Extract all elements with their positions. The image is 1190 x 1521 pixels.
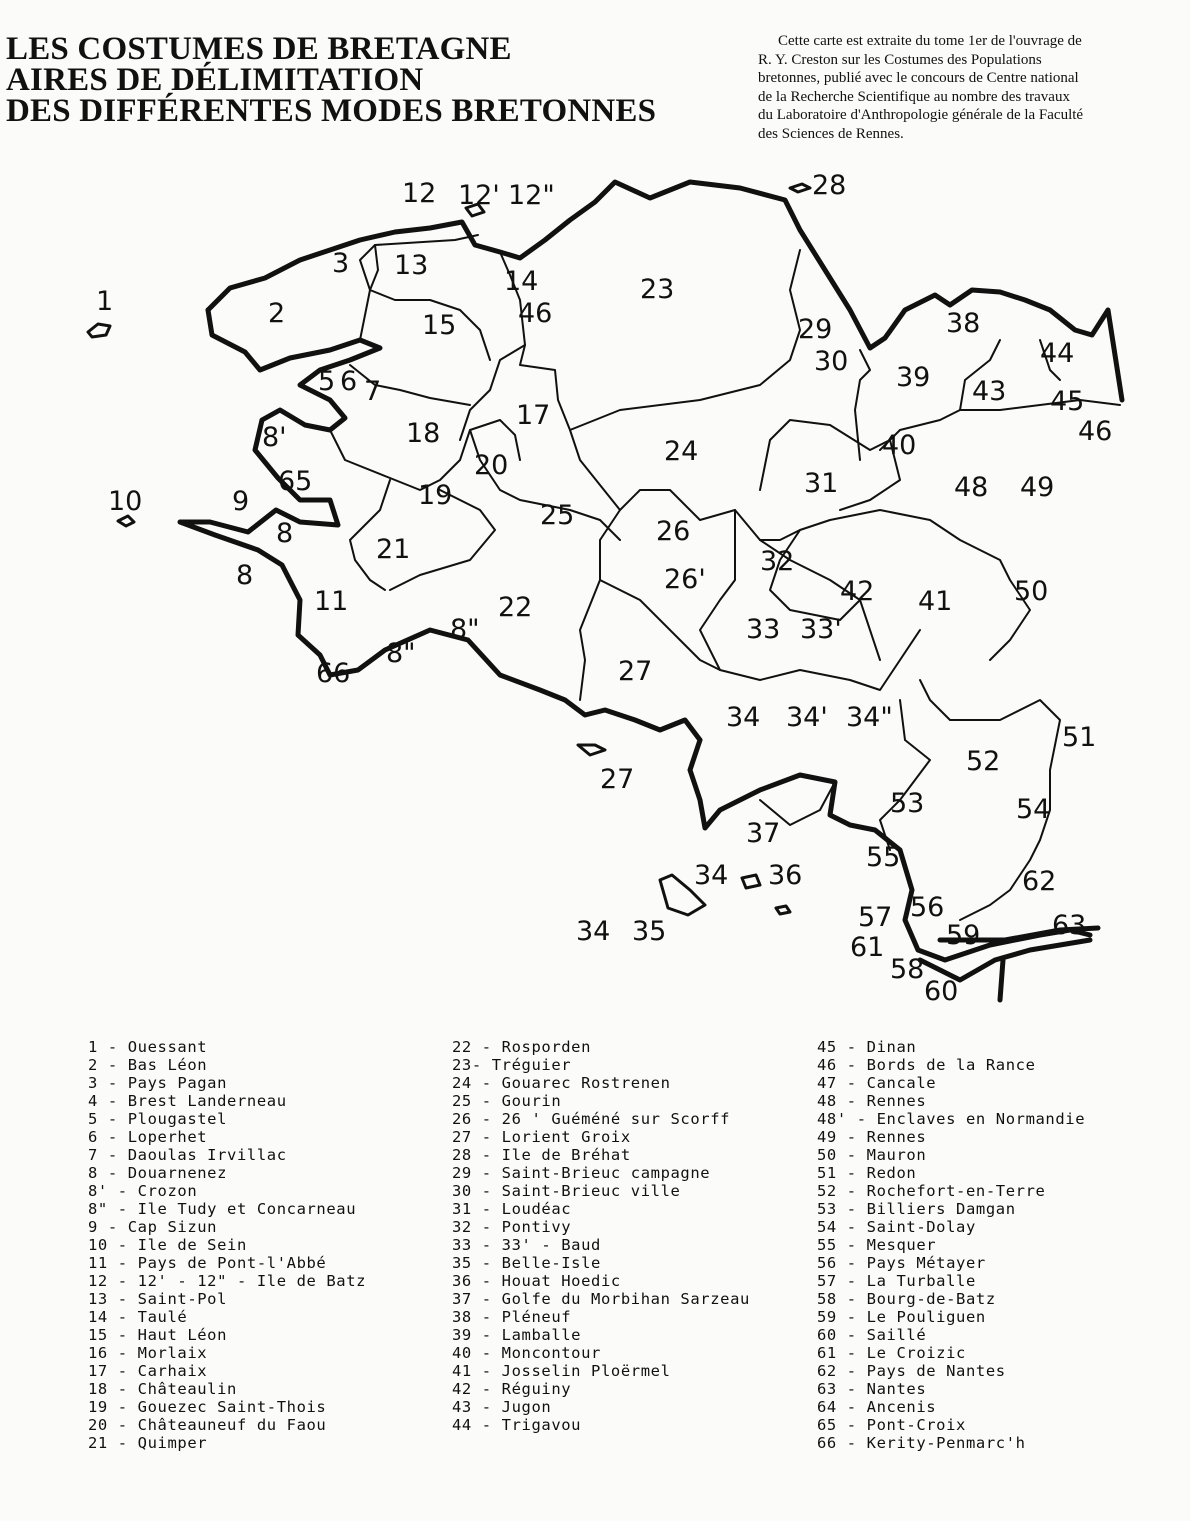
area-label: 39 <box>896 362 931 393</box>
legend-item: 39 - Lamballe <box>452 1326 582 1344</box>
legend-item: 43 - Jugon <box>452 1398 552 1416</box>
note-line: du Laboratoire d'Anthropologie générale de la Faculté <box>758 107 1084 123</box>
area-label: 45 <box>1050 386 1085 417</box>
legend-item: 52 - Rochefort-en-Terre <box>817 1182 1046 1200</box>
border <box>700 510 920 690</box>
area-label: 61 <box>850 932 885 963</box>
legend-item: 35 - Belle-Isle <box>452 1254 601 1272</box>
area-label: 19 <box>418 480 453 511</box>
area-label: 27 <box>600 764 635 795</box>
area-label: 24 <box>664 436 699 467</box>
island <box>88 324 110 337</box>
legend-item: 42 - Réguiny <box>452 1380 572 1398</box>
area-label: 48 <box>954 472 989 503</box>
note-line: R. Y. Creston sur les Costumes des Populations <box>758 51 1042 68</box>
area-label: 34 <box>576 916 611 947</box>
legend-item: 23- Tréguier <box>452 1056 572 1074</box>
area-label: 63 <box>1052 910 1087 941</box>
area-label: 21 <box>376 534 411 565</box>
area-label: 9 <box>232 486 250 517</box>
area-label: 46 <box>1078 416 1113 447</box>
area-label: 25 <box>540 500 575 531</box>
area-label: 3 <box>332 248 350 279</box>
area-label: 27 <box>618 656 653 687</box>
area-label: 8 <box>276 518 294 549</box>
area-label: 54 <box>1016 794 1051 825</box>
area-label: 18 <box>406 418 441 449</box>
legend-item: 8" - Ile Tudy et Concarneau <box>88 1200 357 1218</box>
legend-item: 55 - Mesquer <box>817 1236 937 1254</box>
note-line: Cette carte est extraite du tome 1er de l'ouvrage de <box>778 33 1082 49</box>
area-label: 42 <box>840 576 875 607</box>
area-label: 46 <box>518 298 553 329</box>
border <box>855 350 870 460</box>
legend-item: 41 - Josselin Ploërmel <box>452 1362 671 1380</box>
note-line: des Sciences de Rennes. <box>758 125 904 142</box>
area-label: 8 <box>236 560 254 591</box>
legend-item: 59 - Le Pouliguen <box>817 1308 986 1326</box>
legend-item: 51 - Redon <box>817 1164 917 1182</box>
legend-item: 31 - Loudéac <box>452 1200 572 1218</box>
island <box>790 184 810 192</box>
area-label: 51 <box>1062 722 1097 753</box>
legend-item: 1 - Ouessant <box>88 1038 208 1056</box>
area-label: 40 <box>882 430 917 461</box>
area-label: 26 <box>656 516 691 547</box>
island <box>118 516 134 526</box>
area-label: 43 <box>972 376 1007 407</box>
legend-item: 12 - 12' - 12" - Ile de Batz <box>88 1272 367 1290</box>
legend-item: 64 - Ancenis <box>817 1398 937 1416</box>
area-label: 34" <box>846 702 893 733</box>
area-label: 66 <box>316 658 351 689</box>
legend-item: 57 - La Turballe <box>817 1272 976 1290</box>
legend-item: 26 - 26 ' Guéméné sur Scorff <box>452 1110 731 1128</box>
legend-item: 3 - Pays Pagan <box>88 1074 228 1092</box>
island <box>776 906 790 914</box>
legend-item: 32 - Pontivy <box>452 1218 572 1236</box>
area-label: 65 <box>278 466 313 497</box>
legend-item: 45 - Dinan <box>817 1038 917 1056</box>
area-label: 53 <box>890 788 925 819</box>
area-label: 8" <box>450 614 480 645</box>
area-label: 62 <box>1022 866 1057 897</box>
legend-item: 40 - Moncontour <box>452 1344 601 1362</box>
legend-item: 20 - Châteauneuf du Faou <box>88 1416 327 1434</box>
legend-item: 36 - Houat Hoedic <box>452 1272 621 1290</box>
legend-item: 2 - Bas Léon <box>88 1056 208 1074</box>
area-label: 34 <box>694 860 729 891</box>
map-title <box>6 31 657 129</box>
legend-item: 19 - Gouezec Saint-Thois <box>88 1398 327 1416</box>
legend-item: 56 - Pays Métayer <box>817 1254 986 1272</box>
legend-item: 53 - Billiers Damgan <box>817 1200 1016 1218</box>
area-label: 1 <box>96 286 114 317</box>
legend-item: 10 - Ile de Sein <box>88 1236 247 1254</box>
area-label: 13 <box>394 250 429 281</box>
area-label: 7 <box>364 376 382 407</box>
area-label: 20 <box>474 450 509 481</box>
area-label: 36 <box>768 860 803 891</box>
legend-item: 11 - Pays de Pont-l'Abbé <box>88 1254 327 1272</box>
area-label: 31 <box>804 468 839 499</box>
area-label: 41 <box>918 586 953 617</box>
legend-item: 62 - Pays de Nantes <box>817 1362 1006 1380</box>
legend-item: 47 - Cancale <box>817 1074 937 1092</box>
area-label: 32 <box>760 546 795 577</box>
legend-item: 60 - Saillé <box>817 1326 927 1344</box>
area-label: 30 <box>814 346 849 377</box>
legend-item: 22 - Rosporden <box>452 1038 592 1056</box>
area-label: 5 <box>318 366 336 397</box>
legend-item: 15 - Haut Léon <box>88 1326 228 1344</box>
legend-item: 37 - Golfe du Morbihan Sarzeau <box>452 1290 750 1308</box>
area-label: 15 <box>422 310 457 341</box>
note-line: de la Recherche Scientifique au nombre des travaux <box>758 88 1070 105</box>
legend-item: 27 - Lorient Groix <box>452 1128 631 1146</box>
legend-item: 66 - Kerity-Penmarc'h <box>817 1434 1026 1452</box>
area-label: 52 <box>966 746 1001 777</box>
legend-item: 13 - Saint-Pol <box>88 1290 228 1308</box>
area-label: 12" <box>508 180 555 211</box>
title-line: AIRES DE DÉLIMITATION <box>6 62 424 98</box>
area-label: 57 <box>858 902 893 933</box>
area-label: 59 <box>946 920 981 951</box>
legend-item: 33 - 33' - Baud <box>452 1236 601 1254</box>
area-label: 26' <box>664 564 706 595</box>
legend-item: 29 - Saint-Brieuc campagne <box>452 1164 711 1182</box>
legend-item: 21 - Quimper <box>88 1434 208 1452</box>
legend-item: 48 - Rennes <box>817 1092 927 1110</box>
border <box>580 510 620 700</box>
legend-item: 46 - Bords de la Rance <box>817 1056 1036 1074</box>
area-label: 12 <box>402 178 437 209</box>
legend-item: 44 - Trigavou <box>452 1416 582 1434</box>
area-label: 55 <box>866 842 901 873</box>
area-label: 23 <box>640 274 675 305</box>
legend-item: 16 - Morlaix <box>88 1344 208 1362</box>
area-label: 58 <box>890 954 925 985</box>
area-label: 11 <box>314 586 349 617</box>
area-label: 22 <box>498 592 533 623</box>
legend-item: 28 - Ile de Bréhat <box>452 1146 631 1164</box>
legend-item: 30 - Saint-Brieuc ville <box>452 1182 681 1200</box>
legend-item: 5 - Plougastel <box>88 1110 228 1128</box>
area-label: 33' <box>800 614 842 645</box>
area-label: 33 <box>746 614 781 645</box>
legend-item: 25 - Gourin <box>452 1092 562 1110</box>
area-label: 35 <box>632 916 667 947</box>
legend-item: 7 - Daoulas Irvillac <box>88 1146 287 1164</box>
area-label: 37 <box>746 818 781 849</box>
legend-item: 49 - Rennes <box>817 1128 927 1146</box>
source-note <box>758 32 1190 143</box>
legend-item: 18 - Châteaulin <box>88 1380 237 1398</box>
legend-item: 24 - Gouarec Rostrenen <box>452 1074 671 1092</box>
title-line: LES COSTUMES DE BRETAGNE <box>6 31 512 67</box>
legend-item: 63 - Nantes <box>817 1380 927 1398</box>
legend-item: 6 - Loperhet <box>88 1128 208 1146</box>
area-label: 56 <box>910 892 945 923</box>
legend-item: 61 - Le Croizic <box>817 1344 966 1362</box>
legend-item: 65 - Pont-Croix <box>817 1416 966 1434</box>
legend-item: 17 - Carhaix <box>88 1362 208 1380</box>
area-label: 44 <box>1040 338 1075 369</box>
legend-item: 8 - Douarnenez <box>88 1164 228 1182</box>
island <box>578 745 605 755</box>
island <box>742 875 760 888</box>
legend-item: 9 - Cap Sizun <box>88 1218 218 1236</box>
area-label: 6 <box>340 366 358 397</box>
legend-item: 4 - Brest Landerneau <box>88 1092 287 1110</box>
costume-areas-map <box>0 160 1190 1030</box>
area-label: 49 <box>1020 472 1055 503</box>
legend-column-2 <box>452 1038 750 1434</box>
title-line: DES DIFFÉRENTES MODES BRETONNES <box>6 93 657 129</box>
legend-item: 54 - Saint-Dolay <box>817 1218 976 1236</box>
legend-column-3 <box>817 1038 1085 1452</box>
legend-item: 38 - Pléneuf <box>452 1308 572 1326</box>
note-line: bretonnes, publié avec le concours de Centre national <box>758 70 1079 86</box>
legend-column-1 <box>88 1038 366 1452</box>
legend-item: 8' - Crozon <box>88 1182 198 1200</box>
legend-item: 58 - Bourg-de-Batz <box>817 1290 996 1308</box>
area-label: 34' <box>786 702 828 733</box>
area-label: 17 <box>516 400 551 431</box>
area-label: 28 <box>812 170 847 201</box>
legend-item: 14 - Taulé <box>88 1308 188 1326</box>
area-label: 12' <box>458 180 500 211</box>
area-label: 60 <box>924 976 959 1007</box>
area-label: 8' <box>262 422 287 453</box>
area-label: 34 <box>726 702 761 733</box>
area-label: 8" <box>386 638 416 669</box>
area-label: 29 <box>798 314 833 345</box>
border <box>370 245 378 290</box>
area-label: 38 <box>946 308 981 339</box>
legend-item: 50 - Mauron <box>817 1146 927 1164</box>
area-label: 50 <box>1014 576 1049 607</box>
legend-item: 48' - Enclaves en Normandie <box>817 1110 1086 1128</box>
area-label: 10 <box>108 486 143 517</box>
area-label: 14 <box>504 266 539 297</box>
coast-river-south <box>1000 960 1003 1000</box>
area-label: 2 <box>268 298 286 329</box>
